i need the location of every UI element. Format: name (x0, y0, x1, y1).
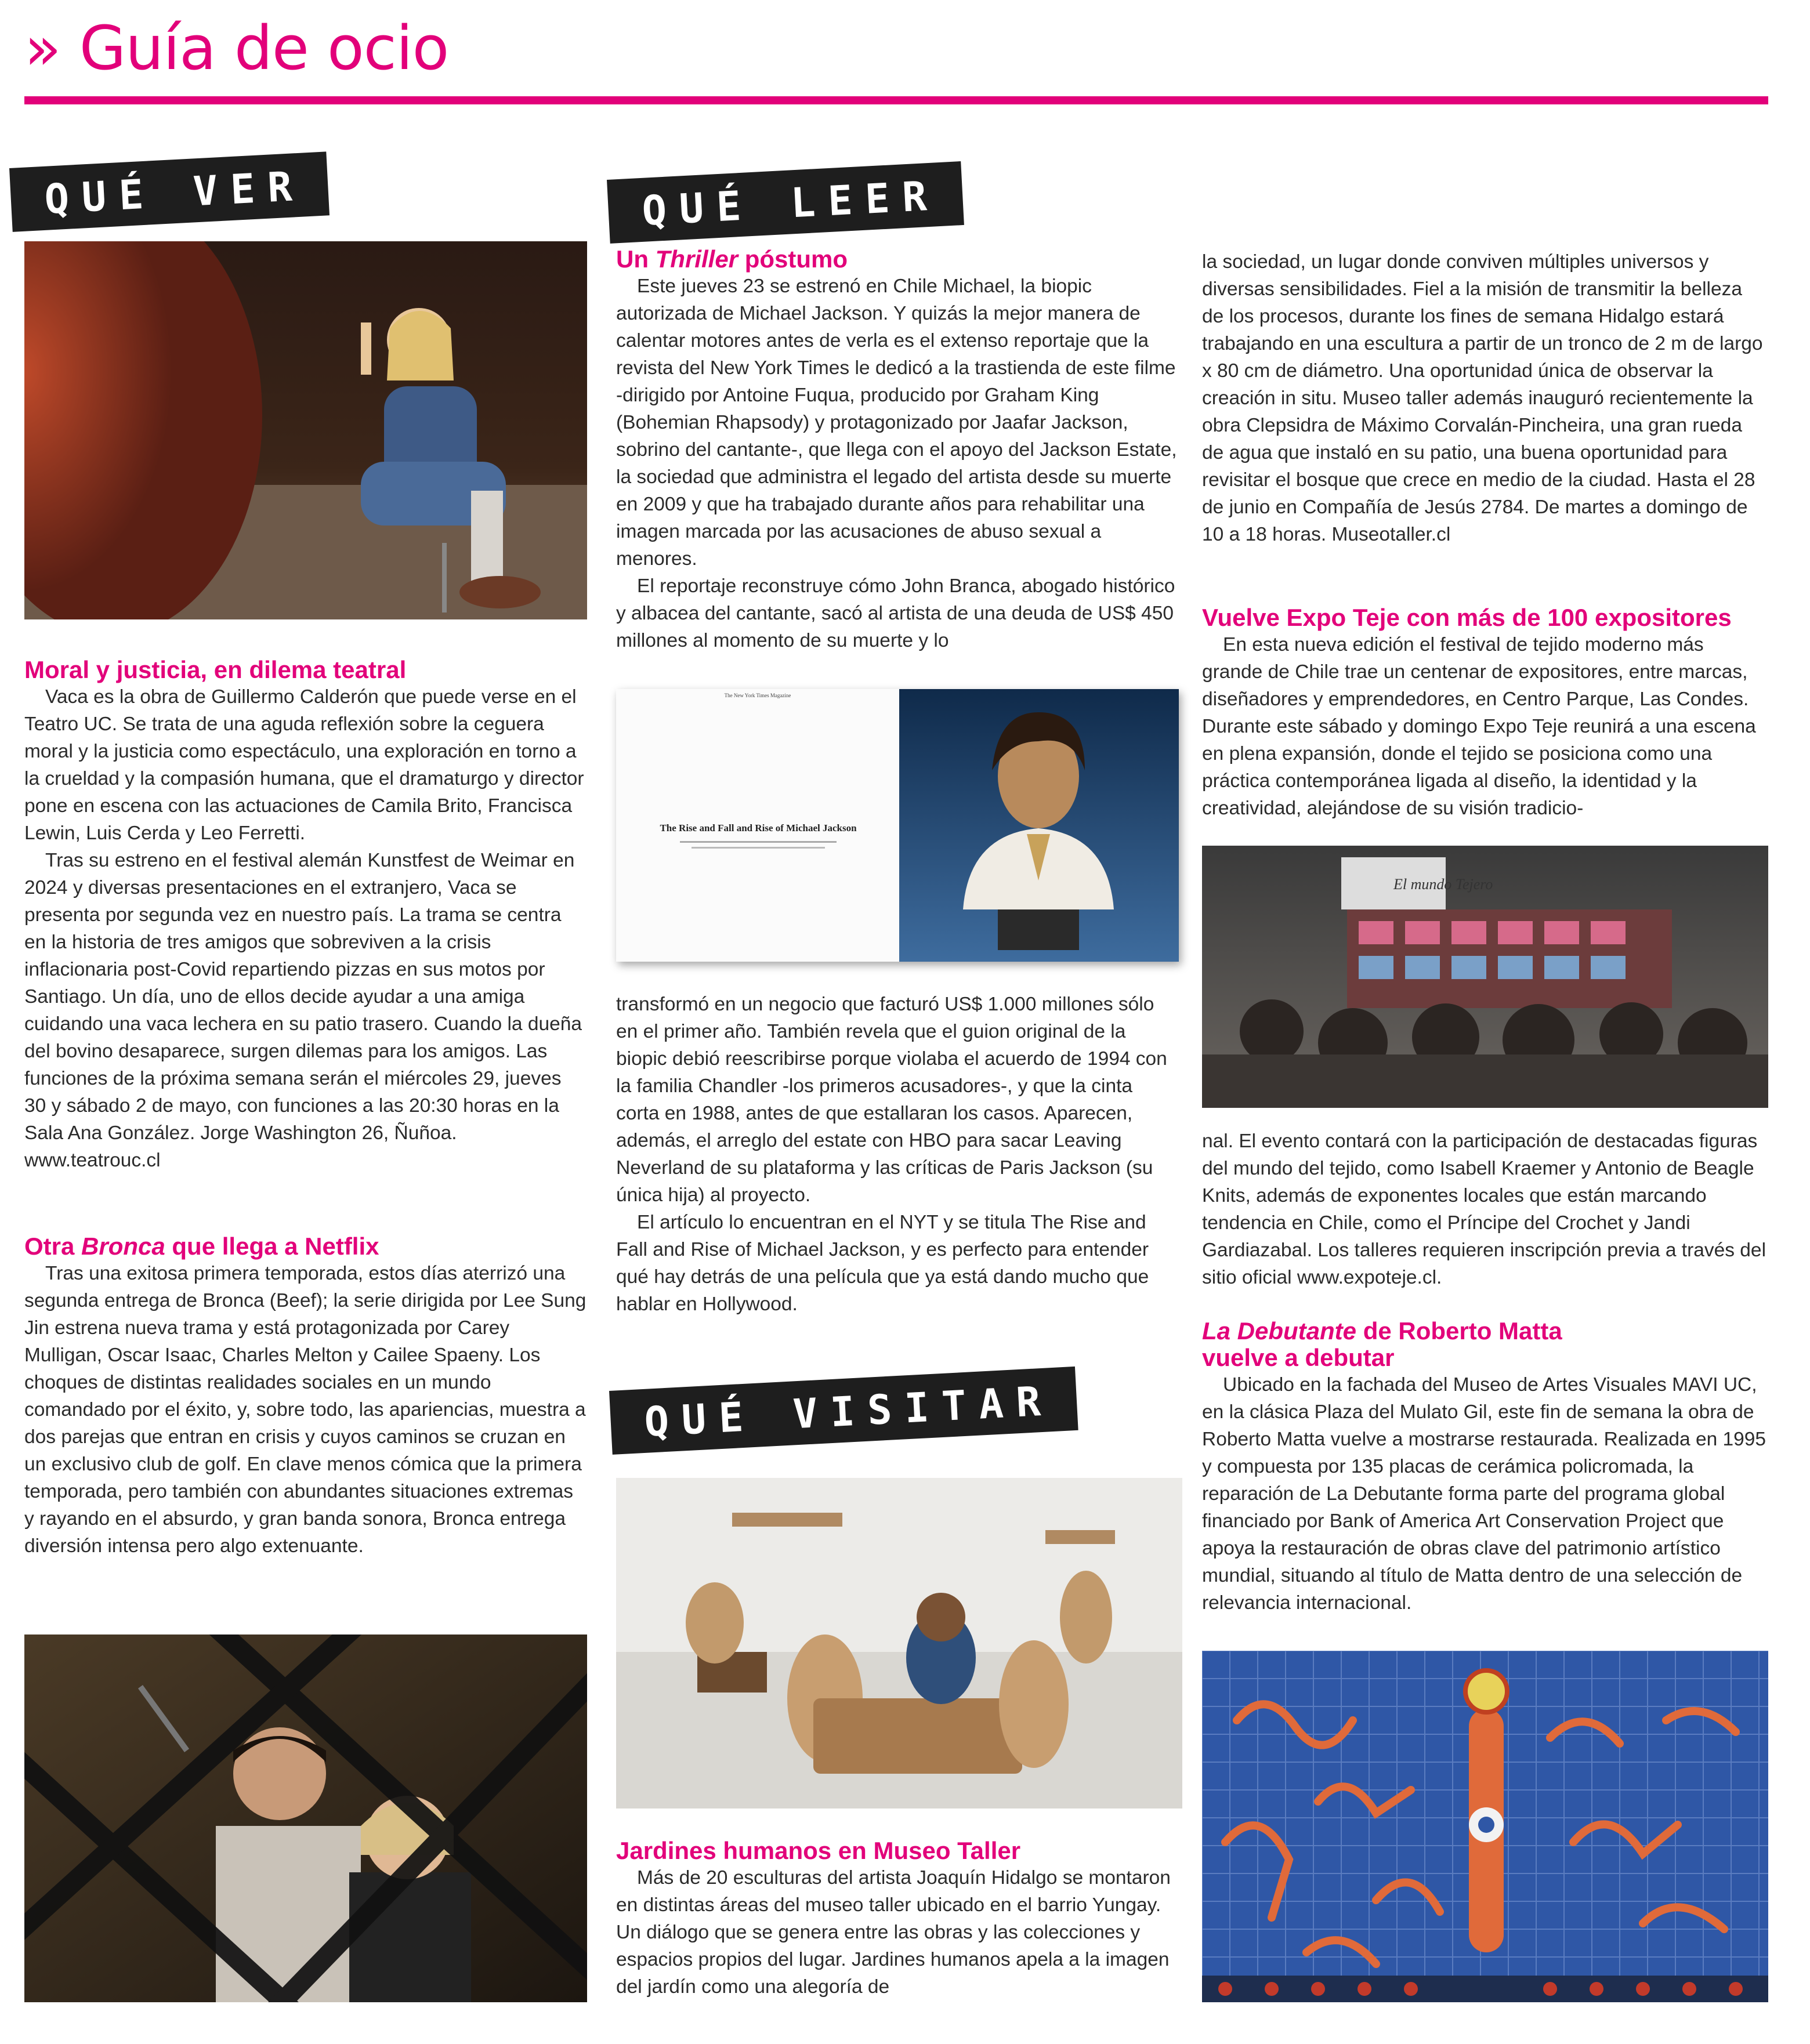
title-rule (24, 96, 1768, 104)
article-teje-cont (1202, 1128, 1768, 1291)
headline-debutante-post: de Roberto Matta (1356, 1317, 1562, 1344)
chevron-icon: » (24, 13, 61, 84)
moral-paragraph-1: Vaca es la obra de Guillermo Calderón que puede verse en el Teatro UC. Se trata de una aguda reflexión sobre la ceguera moral y la justicia como espectáculo, una exploración en torno a la crueldad y la compasión humana, que el dramaturgo y director pone en escena con las actuaciones de Camila Brito, Francisca Lewin, Luis Cerda y Leo Ferretti. (24, 686, 584, 844)
thriller-paragraph-1: Este jueves 23 se estrenó en Chile Michael, la biopic autorizada de Michael Jackson. Y quizás la mejor manera de calentar motores antes de verla es el extenso reportaje que la revista del New York Times le dedicó a la trastienda de este filme -dirigido por Antoine Fuqua, producido por Graham King (Bohemian Rhapsody) y protagonizado por Jaafar Jackson, sobrino del cantante-, que llega con el apoyo del Jackson Estate, la sociedad que administra el legado del artista desde su muerte en 2009 y que ha trabajado durante años para rehabilitar una imagen marcada por las acusaciones de abuso sexual a menores. (616, 276, 1177, 570)
headline-thriller-em: Thriller (655, 245, 739, 273)
article-jardines-cont (1202, 248, 1768, 548)
photo-expo-teje (1202, 846, 1768, 1108)
nyt-deck-line (692, 847, 825, 849)
article-jardines (616, 1838, 1179, 2000)
thriller-paragraph-2a: El reportaje reconstruye cómo John Branca, abogado histórico y albacea del cantante, sacó al artista de una deuda de US$ 450 millones al momento de su muerte y lo (616, 575, 1175, 651)
nyt-deck-line (680, 841, 837, 843)
section-label-que-ver: QUÉ VER (9, 151, 330, 231)
article-teje (1202, 604, 1768, 822)
headline-debutante-em: La Debutante (1202, 1317, 1357, 1344)
headline-bronca (24, 1233, 587, 1260)
article-bronca (24, 1233, 587, 1560)
teje-paragraph-1a: En esta nueva edición el festival de tejido moderno más grande de Chile trae un centenar de expositores, entre marcas, diseñadores y emprendedores, en Centro Parque, Las Condes. Durante este sábado y domingo Expo Teje reunirá a una escena en plena expansión, donde el tejido se posiciona como una práctica contemporánea ligada al diseño, la identidad y la creatividad, alejándose de su visión tradicio- (1202, 634, 1756, 819)
nyt-right-page-bust (899, 689, 1179, 962)
headline-moral: Moral y justicia, en dilema teatral (24, 656, 407, 683)
headline-bronca-pre: Otra (24, 1233, 82, 1260)
expo-teje-booth-sign: El mundo Tejero (1393, 876, 1493, 893)
moral-paragraph-2: Tras su estreno en el festival alemán Kunstfest de Weimar en 2024 y diversas presentaciones en el extranjero, Vaca se presenta por segunda vez en nuestro país. La trama se centra en la historia de tres amigos que sobreviven a la crisis inflacionaria post-Covid repartiendo pizzas en sus motos por Santiago. Un día, uno de ellos decide ayudar a una amiga cuidando una vaca lechera en su patio trasero. Cuando la dueña del bovino desaparece, surgen dilemas para los amigos. Las funciones de la próxima semana serán el miércoles 29, jueves 30 y sábado 2 de mayo, con funciones a las 20:30 horas en la Sala Ana González. Jorge Washington 26, Ñuñoa. www.teatrouc.cl (24, 850, 582, 1171)
teje-paragraph-1b: nal. El evento contará con la participación de destacadas figuras del mundo del tejido, como Isabell Kraemer y Antonio de Beagle Knits, además de exponentes locales que están marcando tendencia en Chile, como el Príncipe del Crochet y Jandi Gardiazabal. Los talleres requieren inscripción previa a través del sitio oficial www.expoteje.cl. (1202, 1130, 1766, 1288)
article-debutante (1202, 1318, 1768, 1617)
headline-bronca-post: que llega a Netflix (165, 1233, 379, 1260)
nyt-masthead: The New York Times Magazine (724, 693, 791, 698)
headline-teje: Vuelve Expo Teje con más de 100 expositores (1202, 604, 1732, 631)
photo-vaca-play (24, 241, 587, 619)
thriller-paragraph-2b: transformó en un negocio que facturó US$ 1.000 millones sólo en el primer año. También revela que el guion original de la biopic debió reescribirse porque violaba el acuerdo de 1994 con la familia Chandler -los primeros acusadores-, y que la cinta corta en 1988, antes de que estallaran los casos. Aparecen, además, el arreglo del estate con HBO para sacar Leaving Neverland de su plataforma y las críticas de Paris Jackson (su única hija) al proyecto. (616, 994, 1167, 1206)
photo-nyt-spread (616, 689, 1179, 962)
headline-jardines: Jardines humanos en Museo Taller (616, 1837, 1021, 1864)
photo-jardines-humanos (616, 1478, 1182, 1809)
thriller-paragraph-3: El artículo lo encuentran en el NYT y se titula The Rise and Fall and Rise of Michael Jackson, y es perfecto para entender qué hay detrás de una película que ya está dando mucho que hablar en Hollywood. (616, 1212, 1149, 1315)
bronca-paragraph-1: Tras una exitosa primera temporada, estos días aterrizó una segunda entrega de Bronca (Beef); la serie dirigida por Lee Sung Jin estrena nueva trama y está protagonizada por Carey Mulligan, Oscar Isaac, Charles Melton y Cailee Spaeny. Los choques de distintas realidades sociales en un mundo comandado por el éxito, y, sobre todo, las apariencias, muestra a dos parejas que entran en crisis y cuyos caminos se cruzan en un exclusivo club de golf. En clave menos cómica que la primera temporada, pero también con abundantes situaciones extremas y rayando en el absurdo, y gran banda sonora, Bronca entrega diversión intensa pero algo extenuante. (24, 1263, 587, 1557)
nyt-headline: The Rise and Fall and Rise of Michael Jackson (660, 822, 857, 833)
nyt-left-page (616, 689, 899, 962)
photo-bronca (24, 1635, 587, 2002)
headline-thriller-pre: Un (616, 245, 656, 273)
section-label-que-leer: QUÉ LEER (607, 161, 964, 244)
headline-thriller-post: póstumo (738, 245, 848, 273)
article-thriller (616, 246, 1179, 654)
photo-la-debutante-mural (1202, 1651, 1768, 2002)
article-thriller-cont (616, 991, 1179, 1318)
page-title (24, 13, 448, 84)
section-label-que-visitar: QUÉ VISITAR (609, 1367, 1078, 1455)
headline-bronca-em: Bronca (81, 1233, 165, 1260)
headline-debutante (1202, 1318, 1768, 1371)
debutante-paragraph-1: Ubicado en la fachada del Museo de Artes Visuales MAVI UC, en la clásica Plaza del Mulato Gil, este fin de semana la obra de Roberto Matta vuelve a mostrarse restaurada. Realizada en 1995 y compuesta por 135 placas de cerámica policromada, la reparación de La Debutante forma parte del programa global financiado por Bank of America Art Conservation Project que apoya la restauración de obras clave del patrimonio artístico mundial, situando al título de Matta dentro de una selección de relevancia internacional. (1202, 1374, 1766, 1614)
article-moral (24, 657, 587, 1174)
jardines-paragraph-cont: la sociedad, un lugar donde conviven múltiples universos y diversas sensibilidades. Fiel a la misión de transmitir la belleza de los procesos, durante los fines de semana Hidalgo estará trabajando en una escultura a partir de un tronco de 2 m de largo x 80 cm de diámetro. Una oportunidad única de observar la creación in situ. Museo taller además inauguró recientemente la obra Clepsidra de Máximo Corvalán-Pincheira, una gran rueda de agua que instaló en su patio, una buena oportunidad para revisitar el bosque que crece en medio de la ciudad. Hasta el 28 de junio en Compañía de Jesús 2784. De martes a domingo de 10 a 18 horas. Museotaller.cl (1202, 251, 1763, 545)
headline-debutante-line2: vuelve a debutar (1202, 1344, 1395, 1371)
page-title-text: Guía de ocio (79, 13, 449, 84)
headline-thriller (616, 246, 1179, 273)
jardines-paragraph-1: Más de 20 esculturas del artista Joaquín Hidalgo se montaron en distintas áreas del museo taller ubicado en el barrio Yungay. Un diálogo que se genera entre las obras y las colecciones y espacios propios del lugar. Jardines humanos apela a la imagen del jardín como una alegoría de (616, 1867, 1171, 1998)
